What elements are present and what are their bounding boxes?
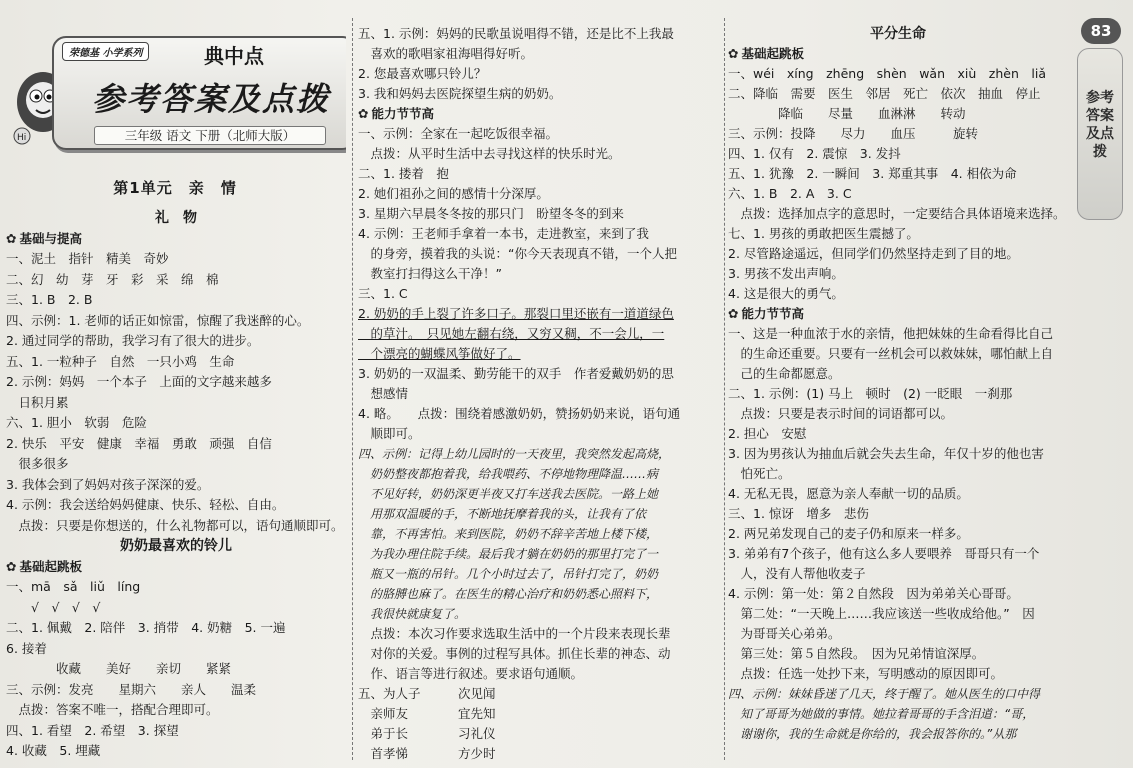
answer-line: 谢谢你，我的生命就是你给的，我会报答你的。”从那 bbox=[728, 727, 1017, 741]
answer-line: 顺即可。 bbox=[358, 426, 421, 441]
answer-line: 亲师友 宜先知 bbox=[358, 706, 496, 721]
answer-line: 的胳膊也麻了。在医生的精心治疗和奶奶悉心照料下， bbox=[358, 587, 659, 601]
svg-text:Hi: Hi bbox=[17, 133, 27, 143]
answer-line: 2. 担心 安慰 bbox=[728, 426, 807, 441]
answer-line: ✿ 基础与提高 bbox=[6, 229, 346, 249]
answer-line: 2. 奶奶的手上裂了许多口子。那裂口里还嵌有一道道绿色 bbox=[358, 306, 674, 321]
answer-line: 奶奶最喜欢的铃儿 bbox=[120, 538, 232, 554]
page-number: 83 bbox=[1081, 18, 1121, 44]
answer-line: 五、1. 示例：妈妈的民歌虽说唱得不错，还是比不上我最 bbox=[358, 26, 674, 41]
series-tag: 荣德基 小学系列 bbox=[62, 42, 149, 61]
answer-line: 三、示例：发亮 星期六 亲人 温柔 bbox=[6, 681, 257, 697]
answer-line: 降临 尽量 血淋淋 转动 bbox=[728, 106, 966, 121]
answer-line: 知了哥哥为她做的事情。她拉着哥哥的手含泪道：“哥， bbox=[728, 707, 1035, 721]
column-divider bbox=[352, 18, 353, 760]
answer-line: 五、1. 一粒种子 自然 一只小鸡 生命 bbox=[6, 353, 235, 369]
answer-line: 第三处：第５自然段。 因为兄弟情谊深厚。 bbox=[728, 646, 985, 661]
answer-line: 2. 尽管路途遥远，但同学们仍然坚持走到了目的地。 bbox=[728, 246, 1019, 261]
answer-line: 2. 快乐 平安 健康 幸福 勇敢 顽强 自信 bbox=[6, 435, 272, 451]
brand-logo: 典中点 bbox=[204, 44, 264, 68]
answer-line: 弟于长 习礼仪 bbox=[358, 726, 496, 741]
answer-line: 一、泥土 指针 精美 奇妙 bbox=[6, 251, 169, 266]
answer-line: ✿ 基础起跳板 bbox=[728, 44, 1068, 64]
answer-line: 我很快就康复了。 bbox=[358, 607, 467, 621]
answer-line: 一、wéi xíng zhēng shèn wǎn xiù zhèn liǎ bbox=[728, 66, 1046, 81]
answer-line: 人，没有人帮他收麦子 bbox=[728, 566, 866, 581]
answer-line: 礼 物 bbox=[155, 210, 197, 226]
answer-line: ✿ 基础起跳板 bbox=[6, 557, 346, 577]
answer-line: 日积月累 bbox=[6, 394, 69, 410]
page-title: 参考答案及点拨 bbox=[92, 80, 331, 118]
answer-line: 4. 示例：王老师手拿着一本书，走进教室，来到了我 bbox=[358, 226, 649, 241]
side-tab bbox=[1077, 48, 1123, 220]
answer-line: 六、1. 胆小 软弱 危险 bbox=[6, 415, 147, 430]
answer-line: 4. 这是很大的勇气。 bbox=[728, 286, 844, 301]
answer-line: 为哥哥关心弟弟。 bbox=[728, 626, 841, 641]
answer-line: 平分生命 bbox=[870, 26, 926, 42]
answer-line: 喜欢的歌唱家祖海唱得好听。 bbox=[358, 46, 534, 61]
answer-line: 四、示例：1. 老师的话正如惊雷，惊醒了我迷醉的心。 bbox=[6, 312, 310, 328]
answer-line: 2. 两兄弟发现自己的麦子仍和原来一样多。 bbox=[728, 526, 969, 541]
answer-line: 点拨：只要是表示时间的词语都可以。 bbox=[728, 406, 954, 421]
answer-line: 6. 接着 bbox=[6, 640, 47, 656]
answer-line: 4. 收藏 5. 埋藏 bbox=[6, 743, 101, 758]
answer-line: 2. 她们祖孙之间的感情十分深厚。 bbox=[358, 186, 549, 201]
answer-line: 四、1. 仅有 2. 震惊 3. 发抖 bbox=[728, 146, 901, 161]
answer-line: 想感情 bbox=[358, 386, 409, 401]
answer-line: 3. 我体会到了妈妈对孩子深深的爱。 bbox=[6, 476, 210, 492]
answer-line: 点拨：答案不唯一，搭配合理即可。 bbox=[6, 702, 219, 717]
column-right bbox=[728, 0, 1068, 768]
answer-line: 六、1. B 2. A 3. C bbox=[728, 186, 852, 201]
answer-line: 3. 奶奶的一双温柔、勤劳能干的双手 作者爱戴奶奶的思 bbox=[358, 366, 674, 381]
answer-line: 用那双温暖的手，不断地抚摩着我的头，让我有了依 bbox=[358, 507, 647, 521]
answer-line: 的生命还重要。只要有一丝机会可以救妹妹，哪怕献上自 bbox=[728, 346, 1054, 361]
answer-line: 三、示例：投降 尽力 血压 旋转 bbox=[728, 126, 979, 141]
answer-line: 作、语言等进行叙述。要求语句通顺。 bbox=[358, 666, 584, 681]
column-left bbox=[6, 0, 346, 768]
answer-line: √ √ √ √ bbox=[6, 599, 101, 615]
answer-line: 靠，不再害怕。来到医院，奶奶不辞辛苦地上楼下楼， bbox=[358, 527, 659, 541]
answer-line: 七、1. 男孩的勇敢把医生震撼了。 bbox=[728, 226, 919, 241]
answer-line: 的身旁，摸着我的头说：“你今天表现真不错，一个人把 bbox=[358, 246, 677, 261]
answer-line: 2. 示例：妈妈 一个本子 上面的文字越来越多 bbox=[6, 374, 272, 389]
answer-line: 3. 弟弟有7个孩子，他有这么多人要喂养 哥哥只有一个 bbox=[728, 546, 1040, 561]
answer-line: ✿ 能力节节高 bbox=[728, 304, 1068, 324]
answer-line: 3. 星期六早晨冬冬按的那只门 盼望冬冬的到来 bbox=[358, 206, 624, 221]
answer-line: 一、这是一种血浓于水的亲情，他把妹妹的生命看得比自己 bbox=[728, 326, 1054, 341]
answer-line: 四、示例：记得上幼儿园时的一天夜里，我突然发起高烧， bbox=[358, 447, 671, 461]
answer-line: 怕死亡。 bbox=[728, 466, 791, 481]
answer-line: 4. 示例：我会送给妈妈健康、快乐、轻松、自由。 bbox=[6, 497, 285, 512]
answer-line: 的草汁。 只见她左翻右绕，又穷又稠，不一会儿，一 bbox=[358, 326, 665, 341]
answer-line: 4. 无私无畏，愿意为亲人奉献一切的品质。 bbox=[728, 486, 969, 501]
answer-line: 四、示例：妹妹昏迷了几天，终于醒了。她从医生的口中得 bbox=[728, 687, 1041, 701]
answer-line: 一、mā sǎ liǔ líng bbox=[6, 579, 141, 594]
answer-line: 第二处：“一天晚上……我应该送一些收成给他。” 因 bbox=[728, 606, 1035, 621]
answer-line: 为我办理住院手续。最后我才躺在奶奶的那里打完了一 bbox=[358, 547, 659, 561]
answer-line: 二、1. 佩戴 2. 陪伴 3. 捎带 4. 奶糖 5. 一遍 bbox=[6, 620, 286, 635]
answer-line: 3. 男孩不发出声响。 bbox=[728, 266, 844, 281]
answer-line: 不见好转，奶奶深更半夜又打车送我去医院。一路上她 bbox=[358, 487, 659, 501]
answer-line: 教室打扫得这么干净！” bbox=[358, 266, 502, 281]
grade-label: 三年级 语文 下册（北师大版） bbox=[94, 126, 326, 145]
column-divider bbox=[724, 18, 725, 760]
side-tab-label: 参考答案及点拨 bbox=[1086, 90, 1114, 160]
answer-line: 很多很多 bbox=[6, 456, 69, 471]
answer-line: 4. 示例：第一处：第２自然段 因为弟弟关心哥哥。 bbox=[728, 586, 1019, 601]
answer-line: 首孝悌 方少时 bbox=[358, 746, 496, 761]
unit-heading: 第1单元 亲 情 bbox=[113, 179, 237, 197]
answer-line: 点拨：从平时生活中去寻找这样的快乐时光。 bbox=[358, 146, 621, 161]
answer-line: 四、1. 看望 2. 希望 3. 探望 bbox=[6, 722, 179, 738]
answer-line: 2. 通过同学的帮助，我学习有了很大的进步。 bbox=[6, 333, 260, 348]
answer-line: 瓶又一瓶的吊针。几个小时过去了，吊针打完了，奶奶 bbox=[358, 567, 659, 581]
answer-line: 一、示例：全家在一起吃饭很幸福。 bbox=[358, 126, 559, 141]
answer-line: ✿ 能力节节高 bbox=[358, 104, 720, 124]
answer-line: 点拨：只要是你想送的，什么礼物都可以，语句通顺即可。 bbox=[6, 517, 344, 533]
answer-line: 二、1. 搂着 抱 bbox=[358, 166, 449, 181]
answer-line: 点拨：任选一处抄下来，写明感动的原因即可。 bbox=[728, 666, 1004, 681]
answer-line: 3. 我和妈妈去医院探望生病的奶奶。 bbox=[358, 86, 562, 101]
answer-line: 己的生命都愿意。 bbox=[728, 366, 841, 381]
answer-line: 二、降临 需要 医生 邻居 死亡 依次 抽血 停止 bbox=[728, 86, 1041, 101]
answer-line: 五、1. 犹豫 2. 一瞬间 3. 郑重其事 4. 相依为命 bbox=[728, 166, 1017, 181]
answer-line: 二、1. 示例：(1) 马上 顿时 (2) 一眨眼 一刹那 bbox=[728, 386, 1013, 401]
title-banner bbox=[52, 36, 346, 150]
answer-line: 收藏 美好 亲切 紧紧 bbox=[6, 661, 232, 676]
answer-line: 点拨：选择加点字的意思时，一定要结合具体语境来选择。 bbox=[728, 206, 1066, 221]
answer-line: 三、1. C bbox=[358, 286, 408, 301]
answer-line: 2. 您最喜欢哪只铃儿？ bbox=[358, 66, 487, 81]
answer-line: 五、为人子 次见闻 bbox=[358, 686, 496, 701]
answer-line: 4. 略。 点拨：围绕着感激奶奶，赞扬奶奶来说，语句通 bbox=[358, 406, 681, 421]
answer-line: 个漂亮的蝴蝶风筝做好了。 bbox=[358, 346, 521, 361]
answer-line: 三、1. 惊讶 增多 悲伤 bbox=[728, 506, 869, 521]
answer-line: 三、1. B 2. B bbox=[6, 292, 93, 307]
answer-line: 点拨：本次习作要求选取生活中的一个片段来表现长辈 bbox=[358, 626, 671, 641]
column-middle bbox=[358, 0, 720, 768]
answer-line: 二、幻 幼 芽 牙 彩 采 绵 棉 bbox=[6, 271, 219, 287]
answer-line: 奶奶整夜都抱着我，给我喂药、不停地物理降温……病 bbox=[358, 467, 659, 481]
answer-line: 3. 因为男孩认为抽血后就会失去生命，年仅十岁的他也害 bbox=[728, 446, 1044, 461]
answer-line: 对你的关爱。事例的过程写具体。抓住长辈的神态、动 bbox=[358, 646, 671, 661]
